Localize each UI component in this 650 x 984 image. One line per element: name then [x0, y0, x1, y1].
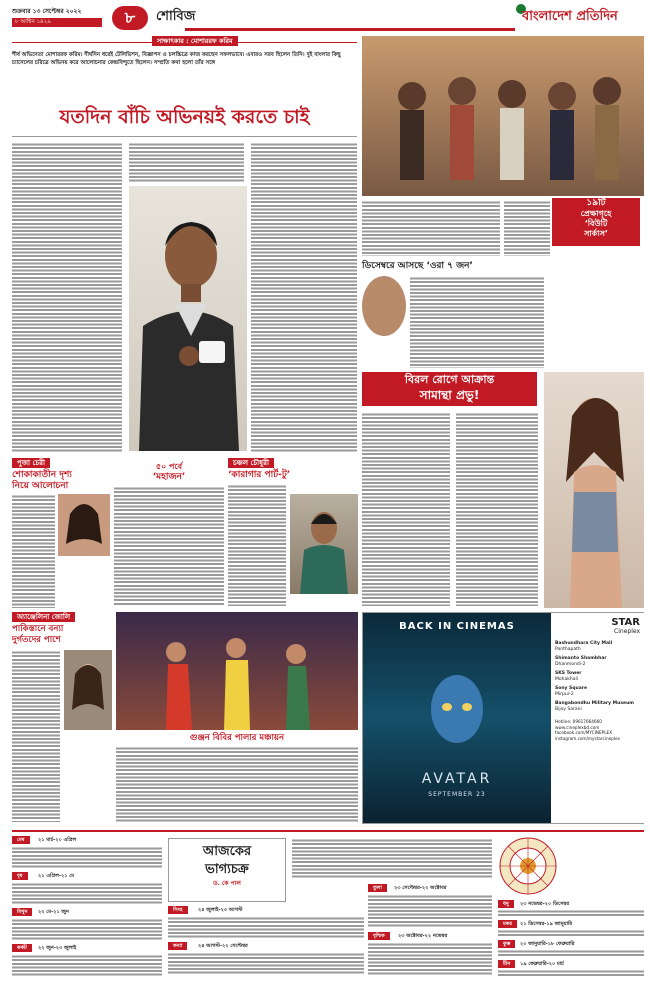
angelina-photo: [64, 650, 112, 730]
sign-kumbha: কুম্ভ ২০ জানুয়ারি-১৮ ফেব্রুয়ারি: [498, 940, 644, 959]
sign-singha: সিংহ ২৪ জুলাই-২৩ আগস্ট: [168, 906, 364, 940]
interview-column-3: [251, 142, 357, 452]
sign-dhanu: ধনু ২৩ নভেম্বর-২০ ডিসেম্বর: [498, 900, 644, 919]
horoscope-section: [12, 830, 644, 980]
ad-location-1: Bashundhara City Mall: [555, 641, 613, 646]
samantha-text-2: [456, 412, 538, 606]
samantha-heading: বিরল রোগে আক্রান্ত সামান্থা প্রভু!: [362, 372, 537, 406]
date-line: শুক্রবার ১৩ সেপ্টেম্বর ২০২২: [12, 8, 82, 15]
ad-brand: STAR: [611, 617, 640, 628]
section-title: শোবিজ: [156, 9, 196, 24]
sign-meen: মীন ১৯ ফেব্রুয়ারি-২০ মার্চ: [498, 960, 644, 979]
ad-movie-title: AVATAR: [421, 771, 493, 787]
gunjan-stage-photo: [116, 612, 358, 730]
page-number: ৮: [112, 6, 148, 30]
avatar-poster: [363, 613, 551, 823]
ora-7-jon-section: [362, 260, 644, 370]
ad-brand-sub: Cineplex: [614, 628, 640, 635]
horoscope-mid-column-2: [368, 884, 492, 978]
ad-release-date: SEPTEMBER 23: [428, 791, 486, 798]
gunjan-section: [116, 612, 358, 824]
puja-text: [12, 494, 55, 608]
circus-text-2: [504, 200, 550, 256]
chanchal-heading: ‘কারাগার পার্ট-টু’: [228, 470, 291, 480]
header-rule: [185, 28, 515, 31]
mohajon-text: [114, 486, 224, 606]
puja-photo: [58, 494, 110, 556]
angelina-text: [12, 650, 60, 822]
circus-text-1: [362, 200, 500, 256]
sign-karkat: কর্কট ২২ জুন-২৩ জুলাই: [12, 944, 162, 978]
ad-location-2: Shimanto Shambhar: [555, 656, 607, 661]
chanchal-text: [228, 484, 286, 606]
horoscope-title-line1: আজকের: [202, 844, 252, 859]
horoscope-author: ড. কে পাল: [213, 880, 241, 887]
sign-mesh: মেষ ২১ মার্চ-২০ এপ্রিল: [12, 836, 162, 870]
horoscope-title-box: [168, 838, 286, 902]
circus-photo: [362, 36, 644, 196]
ad-hotline: Hotline: 09617664660: [555, 719, 602, 724]
interview-column-2-top: [129, 142, 244, 182]
chanchal-section: [228, 458, 358, 608]
gunjan-heading: গুঞ্জন বিবির পালার মঞ্চায়ন: [189, 733, 285, 743]
circus-section: [362, 36, 644, 256]
ad-location-5: Bangabondhu Military Museum: [555, 701, 634, 706]
avatar-face-icon: [407, 653, 507, 753]
mohajon-heading: ৫০ পর্বে ‘মহাজন’: [152, 462, 186, 482]
horoscope-left-column: [12, 836, 162, 980]
sign-tula: তুলা ২৩ সেপ্টেম্বর-২২ অক্টোবর: [368, 884, 492, 930]
ad-instagram-link[interactable]: instagram.com/mystarcineplex: [555, 735, 620, 741]
horoscope-title-line2: ভাগ্যচক্র: [205, 862, 249, 877]
interview-column-1: [12, 142, 122, 452]
puja-heading: শোকাকাতীন দৃশ্য নিয়ে আলোচনা: [12, 470, 72, 491]
interview-tag: সাক্ষাৎকার : মোশাররফ করিম: [152, 36, 238, 46]
horoscope-intro: [292, 838, 492, 878]
angelina-author-tag: অ্যাঞ্জেলিনা জোলি: [12, 612, 75, 622]
samantha-text-1: [362, 412, 450, 606]
mohajon-section: [114, 458, 224, 608]
gunjan-text: [116, 746, 358, 822]
newspaper-logo: [516, 4, 646, 30]
page-header: [0, 0, 650, 34]
sign-mithun: মিথুন ২২ মে-২১ জুন: [12, 908, 162, 942]
samantha-photo: [544, 372, 644, 608]
sign-makar: মকর ২১ ডিসেম্বর-১৯ জানুয়ারি: [498, 920, 644, 939]
ad-banner: BACK IN CINEMAS: [399, 621, 515, 632]
angelina-heading: পাকিস্তানে বন্যা দুর্গতদের পাশে: [12, 624, 64, 645]
date-line-bangla: ৮ আশ্বিন ১৪২৯: [12, 18, 102, 27]
avatar-ad[interactable]: [362, 612, 644, 824]
ora-7-jon-heading: ডিসেম্বরে আসছে ‘ওরা ৭ জন’: [362, 261, 473, 271]
ad-web-link[interactable]: www.cineplexbd.com: [555, 724, 600, 730]
interview-section: [12, 36, 357, 456]
puja-section: [12, 458, 110, 608]
actress-portrait-photo: [362, 276, 406, 336]
samantha-section: [362, 372, 644, 608]
angelina-section: [12, 612, 112, 824]
horoscope-mid-column-1: [168, 906, 364, 978]
sign-brishchik: বৃশ্চিক ২৩ অক্টোবর-২২ নভেম্বর: [368, 932, 492, 978]
interview-title: যতদিন বাঁচি অভিনয়ই করতে চাই: [59, 106, 310, 128]
puja-author-tag: পুজা চেরী: [12, 458, 50, 468]
star-cineplex-panel: STAR Cineplex Bashundhara City Mall Panthapath Shimanto Shambhar Dhanmondi-2 SKS Tower Mohakhali Sony Square Mirpur-2 Bangabondhu Military Museum Bijoy Sarani Hotline: 09617664660 www.cineplexbd.com facebook.com/MYCINEPLEX instagram.com/mystarcineplex: [551, 613, 644, 823]
chanchal-author-tag: চঞ্চল চৌধুরী: [228, 458, 274, 468]
ad-facebook-link[interactable]: facebook.com/MYCINEPLEX: [555, 730, 613, 735]
zodiac-wheel-icon: [498, 836, 558, 896]
sign-kanya: কন্যা ২৪ আগস্ট-২২ সেপ্টেম্বর: [168, 942, 364, 976]
ora-7-jon-text: [410, 276, 544, 368]
interview-intro: শীর্ষ অভিনেতা মোশাররফ করিম। দীর্ঘদিন ধরেই টেলিভিশন, বিজ্ঞাপন ও চলচ্চিত্রে কাজ করছেন সফলভাবে। এবারও সরব ছিলেন তিনি। দুই বাংলার কিছু চ্যানেলের চরিত্রে অভিনয় করে আলোচনার কেন্দ্রবিন্দুতে ছিলেন। সম্প্রতি কথা হলো তাঁর সঙ্গে: [12, 52, 341, 66]
mosharraf-karim-photo: [129, 186, 247, 451]
horoscope-right-column: [498, 900, 644, 980]
ad-location-4: Sony Square: [555, 686, 588, 691]
sign-brisha: বৃষ ২১ এপ্রিল-২১ মে: [12, 872, 162, 906]
circus-badge: ১৯টি প্রেক্ষাগৃহে ‘বিউটি সার্কাস’: [552, 198, 640, 246]
chanchal-photo: [290, 494, 358, 594]
logo-text: বাংলাদেশ প্রতিদিন: [522, 9, 618, 24]
ad-location-3: SKS Tower: [555, 671, 582, 676]
